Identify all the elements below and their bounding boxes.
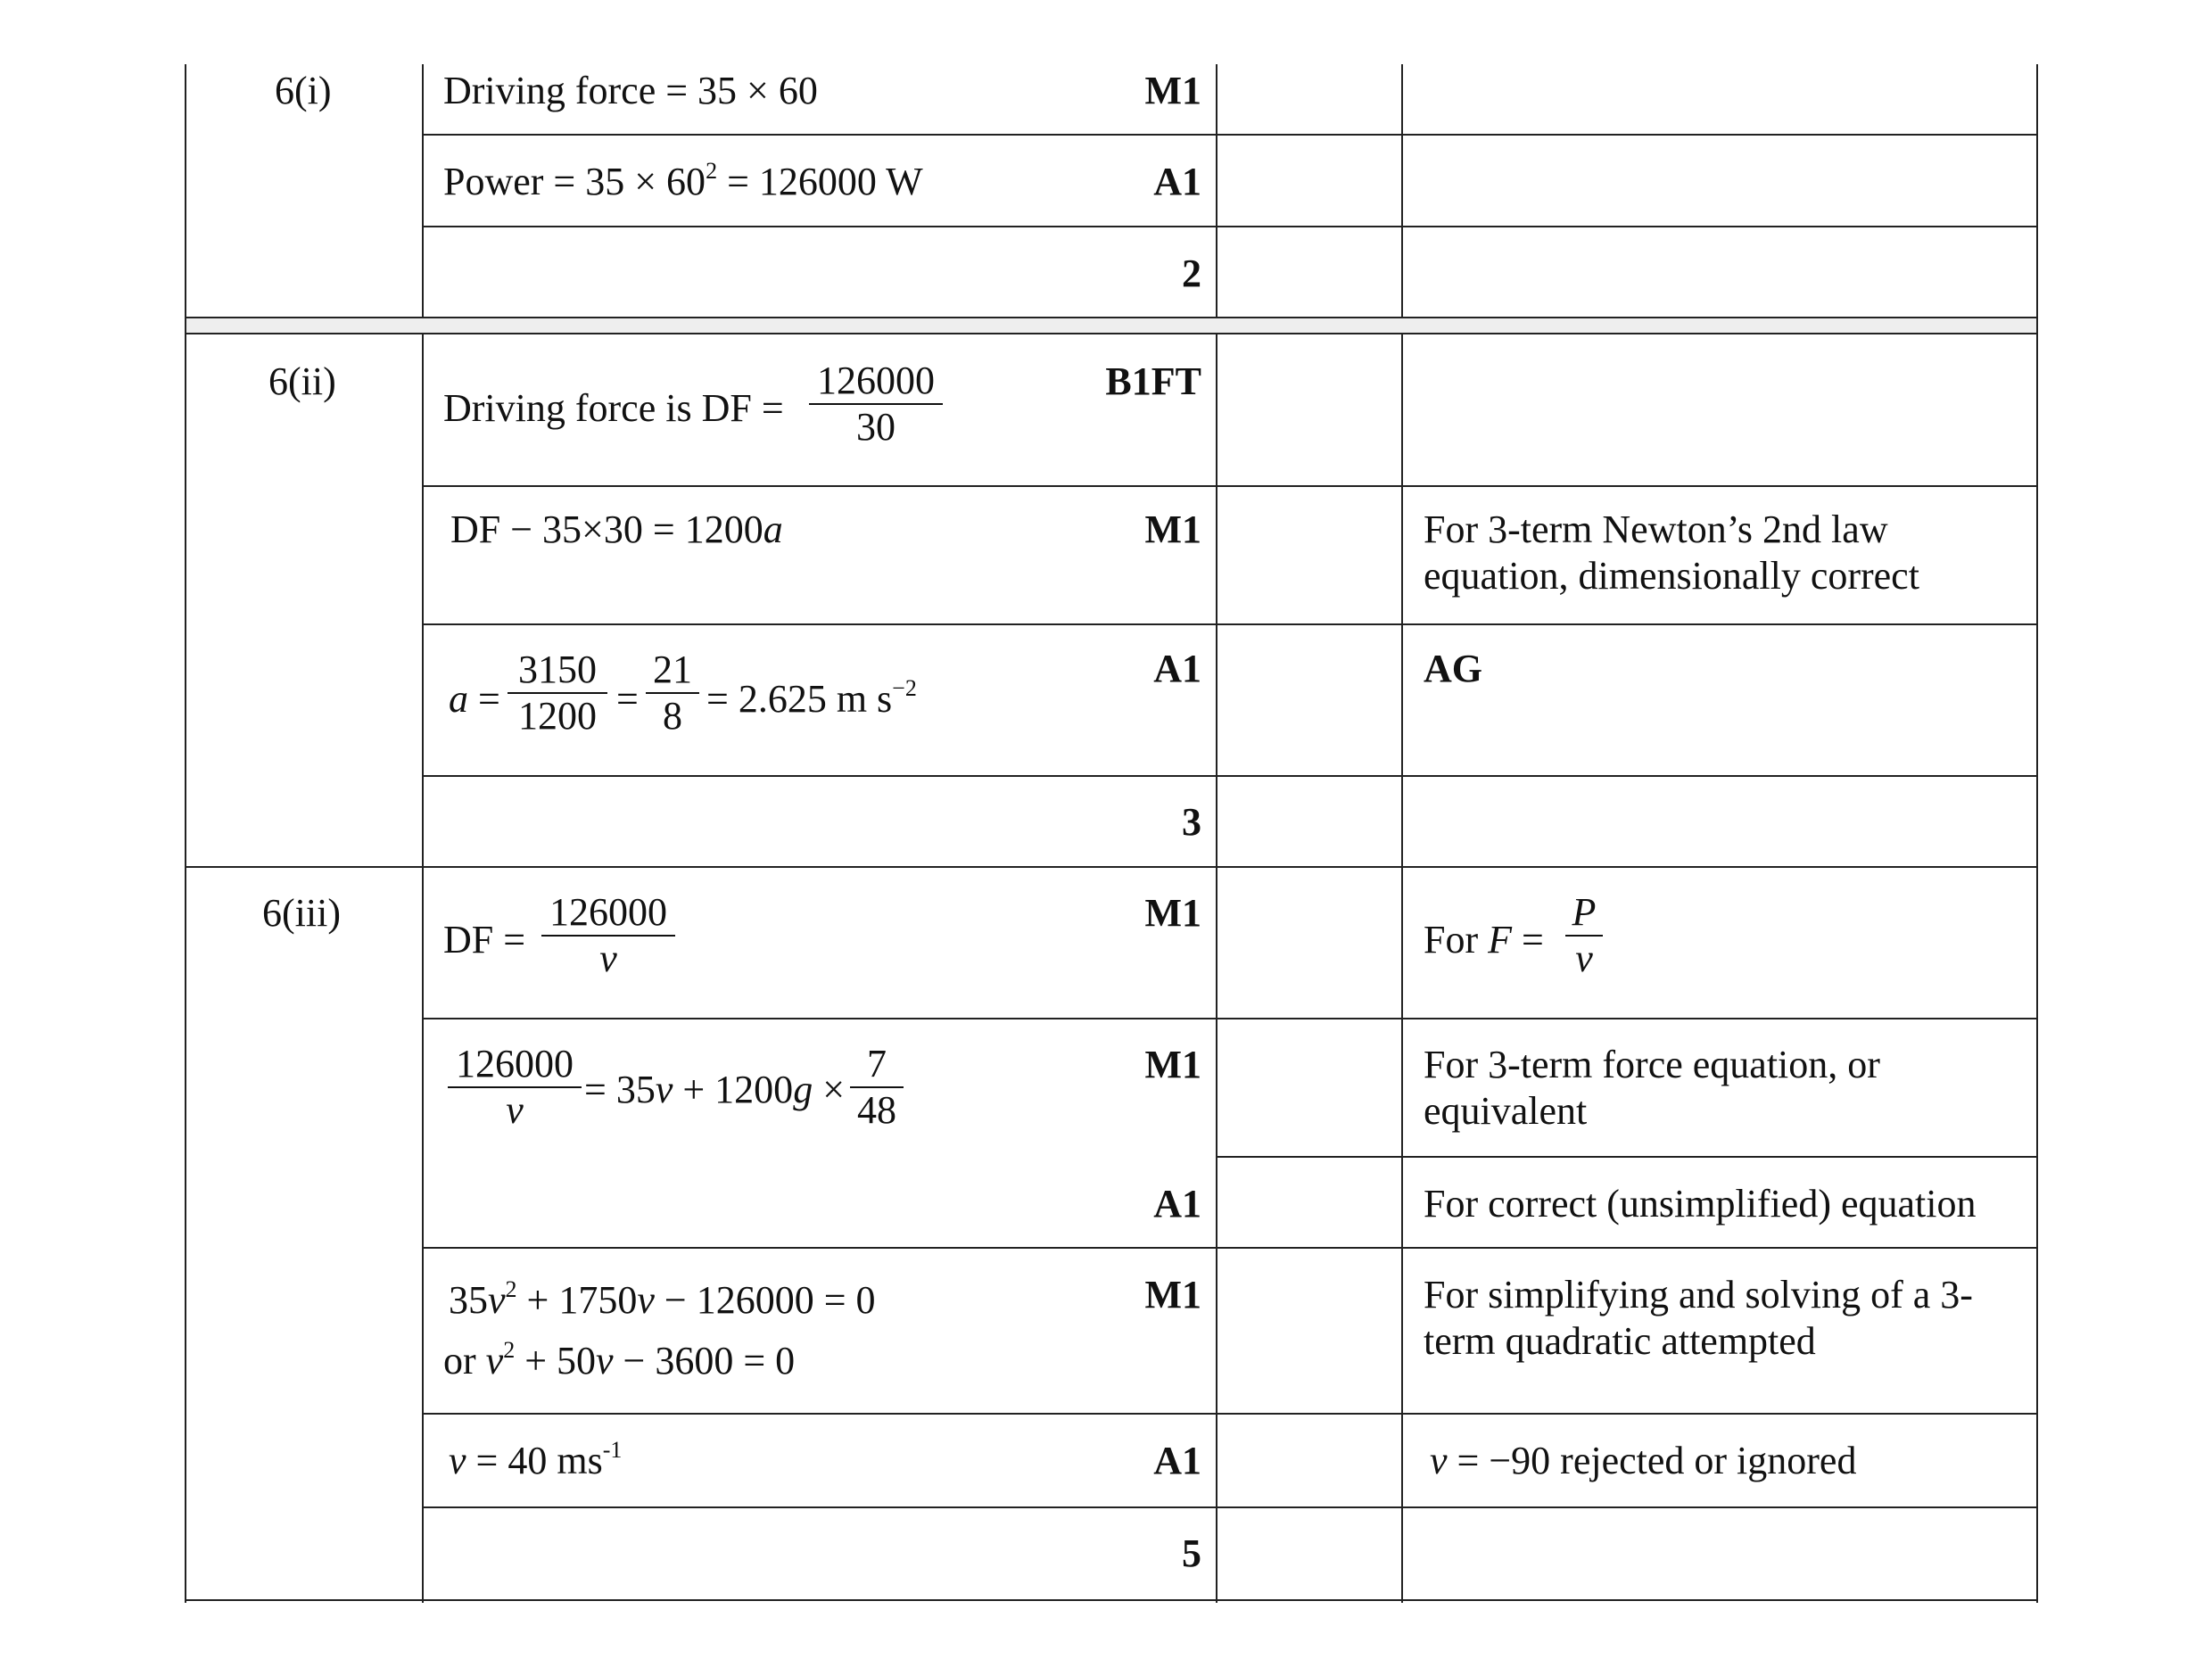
mark-total-6i: 2 <box>1182 252 1201 295</box>
guidance-r10: For correct (unsimplified) equation <box>1424 1182 1977 1226</box>
guidance-r9: For 3-term force equation, or equivalent <box>1424 1043 1880 1133</box>
mark-r5: M1 <box>1144 508 1201 551</box>
fraction-126000-over-v: $\frac{126000}{v}$ <box>541 890 675 981</box>
working-equals: = <box>616 677 639 721</box>
mark-r9: M1 <box>1144 1043 1201 1086</box>
part-label-6iii: 6(iii) <box>262 891 341 935</box>
part-label-6i: 6(i) <box>275 69 332 112</box>
working-a-result: = 2.625 m $s^{-2}$ <box>706 675 917 721</box>
mark-r2: A1 <box>1153 160 1201 203</box>
fraction-21-over-8: $\frac{21}{8}$ <box>646 648 699 739</box>
guidance-r11: For simplifying and solving of a 3-term quadratic attempted <box>1424 1273 1973 1363</box>
guidance-r6: AG <box>1424 647 1482 690</box>
working-df-v: DF = <box>443 918 526 962</box>
mark-scheme-table <box>185 64 2038 1603</box>
fraction-126000-over-30: $\frac{126000}{30}$ <box>809 359 943 450</box>
working-quadratic-simplified: or $v^2 + 50v - 3600 = 0$ <box>443 1337 796 1382</box>
working-quadratic: $35v^2 + 1750v - 126000 = 0$ <box>449 1276 876 1322</box>
working-df-expression: Driving force is DF = <box>443 386 784 430</box>
fraction-126000-over-v-2: $\frac{126000}{v}$ <box>448 1042 582 1133</box>
mark-r4: B1FT <box>1105 359 1201 403</box>
mark-total-6iii: 5 <box>1182 1531 1201 1575</box>
fraction-p-over-v: $\frac{P}{v}$ <box>1565 890 1603 981</box>
mark-total-6ii: 3 <box>1182 800 1201 844</box>
guidance-r8: For F = <box>1424 918 1544 962</box>
mark-r1: M1 <box>1144 69 1201 112</box>
mark-r8: M1 <box>1144 891 1201 935</box>
working-power: Power = $35 \times 60^2 = 126000$ W <box>443 158 923 203</box>
part-label-6ii: 6(ii) <box>268 359 336 403</box>
mark-r6: A1 <box>1153 647 1201 690</box>
guidance-r5: For 3-term Newton’s 2nd law equation, dimensionally correct <box>1424 508 1919 598</box>
mark-r12: A1 <box>1153 1439 1201 1482</box>
working-driving-force: Driving force = 35 × 60 <box>443 69 818 112</box>
working-force-equation: = 35v + 1200g × <box>584 1068 846 1111</box>
mark-r11: M1 <box>1144 1273 1201 1316</box>
guidance-r12: v = −90 rejected or ignored <box>1430 1439 1857 1482</box>
fraction-7-over-48: $\frac{7}{48}$ <box>850 1042 904 1133</box>
mark-r10: A1 <box>1153 1182 1201 1226</box>
working-newton-equation: DF − 35×30 = 1200a <box>450 508 783 551</box>
fraction-3150-over-1200: $\frac{3150}{1200}$ <box>508 648 607 739</box>
working-a-var: a = <box>449 677 500 721</box>
working-velocity: v = 40 $ms^{-1}$ <box>449 1437 623 1482</box>
